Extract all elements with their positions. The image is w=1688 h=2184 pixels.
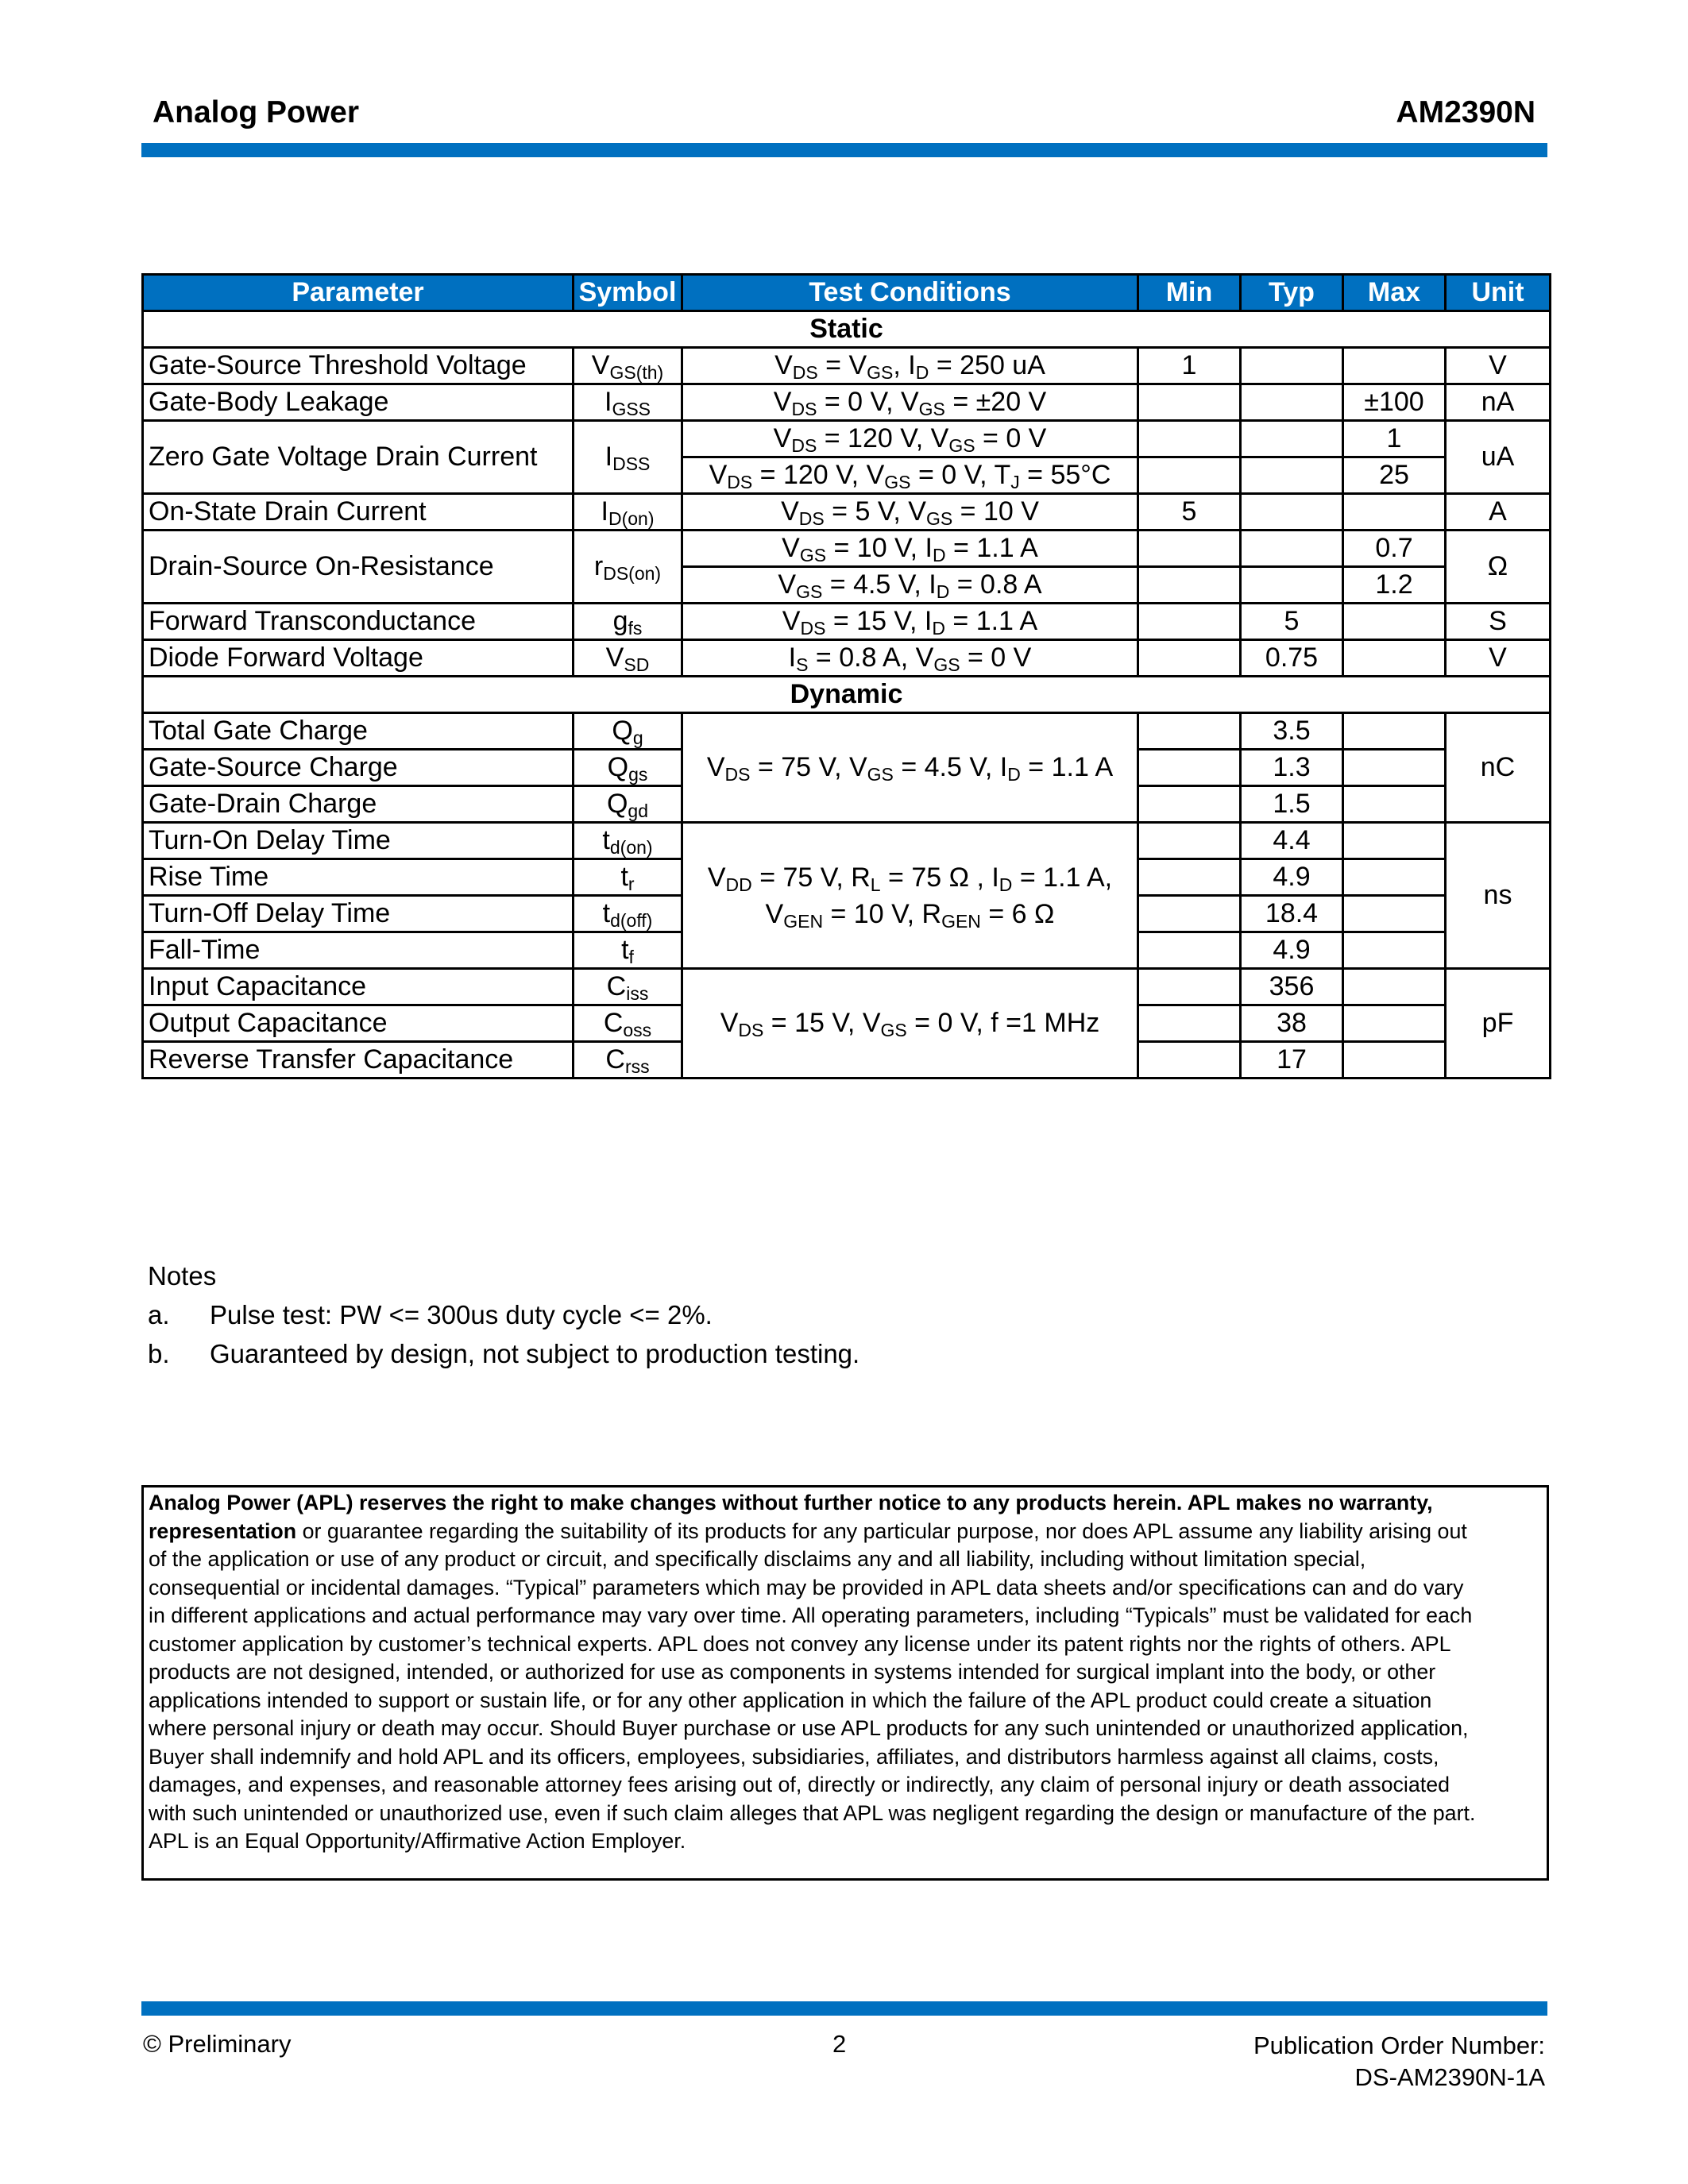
publication-order [1253, 2030, 1545, 2093]
param-cell: Reverse Transfer Capacitance [143, 1042, 574, 1078]
note-b [148, 1334, 859, 1373]
symbol-subscript: gs [628, 764, 648, 785]
symbol-subscript: oss [623, 1020, 652, 1040]
symbol-cell: $I_{DSS}$ [574, 421, 682, 494]
symbol-cell: $C_{rss}$ [574, 1042, 682, 1078]
unit-cell: V [1446, 348, 1551, 384]
symbol-cell: $g_{fs}$ [574, 604, 682, 640]
condition-subscript: GS [933, 654, 960, 675]
param-cell: Turn-On Delay Time [143, 823, 574, 859]
min-cell [1138, 640, 1241, 677]
section-dynamic: Dynamic [143, 677, 1551, 713]
disclaimer-line: with such unintended or unauthorized use, even if such claim alleges that APL was negligent regarding the design or manufacture of the part. [149, 1800, 1476, 1825]
param-cell: Zero Gate Voltage Drain Current [143, 421, 574, 494]
page-number: 2 [832, 2030, 847, 2058]
table-row [143, 531, 1551, 567]
condition-subscript: DD [725, 874, 752, 895]
table-row [143, 604, 1551, 640]
param-cell: Total Gate Charge [143, 713, 574, 750]
typ-cell [1241, 567, 1343, 604]
min-cell [1138, 567, 1241, 604]
condition-cell: $V_{DS} = 15$ V, $V_{GS} = 0$ V, f =1 MHz [682, 969, 1138, 1078]
condition-subscript: DS [791, 399, 817, 419]
max-cell [1343, 786, 1446, 823]
param-cell: Gate-Drain Charge [143, 786, 574, 823]
unit-cell: S [1446, 604, 1551, 640]
min-cell [1138, 1005, 1241, 1042]
publication-order-number: DS-AM2390N-1A [1354, 2063, 1545, 2091]
symbol-cell: $t_{d(on)}$ [574, 823, 682, 859]
disclaimer-line: APL is an Equal Opportunity/Affirmative Action Employer. [149, 1829, 686, 1853]
typ-cell: 4.9 [1241, 859, 1343, 896]
table-row [143, 348, 1551, 384]
disclaimer-line: applications intended to support or sustain life, or for any other application in which the failure of the APL product could create a situation [149, 1688, 1432, 1712]
table-row [143, 384, 1551, 421]
max-cell [1343, 932, 1446, 969]
symbol-cell: $t_r$ [574, 859, 682, 896]
max-cell: 25 [1343, 457, 1446, 494]
company-name: Analog Power [153, 95, 360, 129]
symbol-subscript: fs [628, 618, 643, 639]
table-header-row [143, 275, 1551, 311]
max-cell: ±100 [1343, 384, 1446, 421]
min-cell [1138, 421, 1241, 457]
typ-cell: 38 [1241, 1005, 1343, 1042]
min-cell [1138, 531, 1241, 567]
col-header-symbol: Symbol [574, 275, 682, 311]
min-cell [1138, 896, 1241, 932]
symbol-cell: $V_{SD}$ [574, 640, 682, 677]
min-cell: 1 [1138, 348, 1241, 384]
condition-cell: $V_{DS} = 5$ V, $V_{GS} = 10$ V [682, 494, 1138, 531]
condition-subscript: GS [880, 1020, 907, 1040]
condition-subscript: GS [867, 764, 894, 785]
symbol-subscript: SD [624, 654, 650, 675]
condition-subscript: DS [798, 508, 825, 529]
publication-order-label: Publication Order Number: [1253, 2032, 1545, 2059]
unit-cell: nC [1446, 713, 1551, 823]
condition-subscript: DS [738, 1020, 764, 1040]
min-cell [1138, 457, 1241, 494]
min-cell [1138, 384, 1241, 421]
min-cell: 5 [1138, 494, 1241, 531]
condition-subscript: DS [800, 618, 826, 639]
symbol-subscript: d(off) [610, 910, 653, 931]
table-row [143, 494, 1551, 531]
typ-cell [1241, 421, 1343, 457]
typ-cell: 17 [1241, 1042, 1343, 1078]
param-cell: Output Capacitance [143, 1005, 574, 1042]
condition-subscript: GS [948, 435, 975, 456]
max-cell [1343, 750, 1446, 786]
unit-cell: pF [1446, 969, 1551, 1078]
note-label: b. [148, 1339, 170, 1368]
condition-cell: $V_{DS} = 75$ V, $V_{GS} = 4.5$ V, $I_D = 1.1$ A [682, 713, 1138, 823]
max-cell [1343, 969, 1446, 1005]
note-text: Guaranteed by design, not subject to production testing. [210, 1339, 860, 1368]
param-cell: Input Capacitance [143, 969, 574, 1005]
condition-cell: $V_{DS} = V_{GS}$, $I_D = 250$ uA [682, 348, 1138, 384]
max-cell [1343, 1042, 1446, 1078]
col-header-unit: Unit [1446, 275, 1551, 311]
min-cell [1138, 1042, 1241, 1078]
disclaimer-line: customer application by customer’s technical experts. APL does not convey any license under its patent rights nor the rights of others. APL [149, 1631, 1451, 1656]
condition-subscript: J [1010, 472, 1020, 492]
condition-subscript: GS [867, 362, 894, 383]
table-row [143, 640, 1551, 677]
max-cell: 0.7 [1343, 531, 1446, 567]
param-cell: Turn-Off Delay Time [143, 896, 574, 932]
condition-subscript: DS [792, 362, 818, 383]
min-cell [1138, 823, 1241, 859]
typ-cell [1241, 457, 1343, 494]
part-number: AM2390N [1396, 95, 1535, 129]
symbol-subscript: GS(th) [609, 362, 664, 383]
max-cell [1343, 823, 1446, 859]
condition-subscript: GEN [783, 910, 824, 932]
condition-cell: $I_S = 0.8$ A, $V_{GS} = 0$ V [682, 640, 1138, 677]
symbol-subscript: f [628, 947, 634, 967]
min-cell [1138, 786, 1241, 823]
spec-table [141, 273, 1551, 1079]
condition-subscript: L [870, 874, 881, 895]
symbol-subscript: gd [628, 801, 649, 821]
condition-cell: $V_{DS} = 120$ V, $V_{GS} = 0$ V, $T_J = 55^\circ C$ [682, 457, 1138, 494]
disclaimer-bold: representation [149, 1518, 297, 1543]
condition-subscript: GS [918, 399, 945, 419]
min-cell [1138, 604, 1241, 640]
max-cell [1343, 640, 1446, 677]
symbol-subscript: D(on) [608, 508, 655, 529]
max-cell [1343, 494, 1446, 531]
condition-subscript: GS [925, 508, 953, 529]
col-header-test-conditions: Test Conditions [682, 275, 1138, 311]
condition-cell: $V_{GS} = 10$ V, $I_D = 1.1$ A [682, 531, 1138, 567]
disclaimer-text: or guarantee regarding the suitability of its products for any particular purpose, nor does APL assume any liability arising out [296, 1518, 1467, 1543]
symbol-cell: $I_{GSS}$ [574, 384, 682, 421]
footer-rule [141, 2001, 1547, 2016]
condition-subscript: D [1007, 764, 1021, 785]
condition-subscript: GS [884, 472, 911, 492]
condition-subscript: DS [727, 472, 753, 492]
symbol-cell: $C_{iss}$ [574, 969, 682, 1005]
symbol-cell: $V_{GS(th)}$ [574, 348, 682, 384]
disclaimer-box [141, 1485, 1549, 1881]
condition-line: $V_{DD} = 75$ V, $R_L = 75$ Ω , $I_D = 1.1$ A, [707, 862, 1113, 895]
unit-cell: uA [1446, 421, 1551, 494]
unit-cell: ns [1446, 823, 1551, 969]
symbol-subscript: d(on) [609, 837, 653, 858]
symbol-subscript: g [632, 727, 643, 748]
table-row [143, 969, 1551, 1005]
min-cell [1138, 932, 1241, 969]
col-header-parameter: Parameter [143, 275, 574, 311]
param-cell: Drain-Source On-Resistance [143, 531, 574, 604]
typ-cell: 3.5 [1241, 713, 1343, 750]
symbol-subscript: DSS [612, 453, 651, 474]
param-cell: Diode Forward Voltage [143, 640, 574, 677]
unit-cell: Ω [1446, 531, 1551, 604]
max-cell: 1 [1343, 421, 1446, 457]
disclaimer-line: damages, and expenses, and reasonable attorney fees arising out of, directly or indirectly, any claim of personal injury or death associated [149, 1773, 1450, 1796]
footer-status: © Preliminary [143, 2030, 292, 2058]
symbol-cell: $I_{D(on)}$ [574, 494, 682, 531]
disclaimer-line: where personal injury or death may occur. Should Buyer purchase or use APL products for any such unintended or unauthorized application, [149, 1716, 1469, 1740]
note-label: a. [148, 1300, 170, 1329]
unit-cell: A [1446, 494, 1551, 531]
typ-cell [1241, 531, 1343, 567]
symbol-cell: $r_{DS(on)}$ [574, 531, 682, 604]
param-cell: Rise Time [143, 859, 574, 896]
param-cell: Fall-Time [143, 932, 574, 969]
disclaimer-bold: Analog Power (APL) reserves the right to make changes without further notice to any products herein. APL makes no warranty, [149, 1491, 1433, 1515]
typ-cell: 0.75 [1241, 640, 1343, 677]
min-cell [1138, 859, 1241, 896]
condition-subscript: D [932, 545, 946, 565]
param-cell: On-State Drain Current [143, 494, 574, 531]
col-header-typ: Typ [1241, 275, 1343, 311]
symbol-subscript: DS(on) [603, 563, 662, 584]
disclaimer-line: consequential or incidental damages. “Typical” parameters which may be provided in APL data sheets and/or specifications can and do vary [149, 1575, 1464, 1599]
typ-cell: 1.3 [1241, 750, 1343, 786]
condition-subscript: D [915, 362, 929, 383]
condition-subscript: GS [796, 581, 823, 602]
table-row [143, 713, 1551, 750]
disclaimer-line: products are not designed, intended, or authorized for use as components in systems intended for surgical implant into the body, or other [149, 1660, 1436, 1684]
unit-cell: nA [1446, 384, 1551, 421]
symbol-cell: $t_f$ [574, 932, 682, 969]
max-cell [1343, 713, 1446, 750]
condition-cell: $V_{DS} = 120$ V, $V_{GS} = 0$ V [682, 421, 1138, 457]
max-cell [1343, 1005, 1446, 1042]
typ-cell [1241, 494, 1343, 531]
symbol-subscript: GSS [612, 399, 651, 419]
symbol-cell: $Q_{gs}$ [574, 750, 682, 786]
min-cell [1138, 969, 1241, 1005]
condition-line: $V_{GEN} = 10$ V, $R_{GEN} = 6$ Ω [765, 898, 1055, 932]
symbol-cell: $Q_{gd}$ [574, 786, 682, 823]
symbol-cell: $t_{d(off)}$ [574, 896, 682, 932]
symbol-subscript: r [628, 874, 635, 894]
note-a [148, 1295, 859, 1334]
unit-cell: V [1446, 640, 1551, 677]
min-cell [1138, 750, 1241, 786]
typ-cell [1241, 384, 1343, 421]
param-cell: Gate-Source Charge [143, 750, 574, 786]
condition-subscript: S [796, 654, 809, 675]
col-header-min: Min [1138, 275, 1241, 311]
max-cell: 1.2 [1343, 567, 1446, 604]
max-cell [1343, 348, 1446, 384]
typ-cell: 1.5 [1241, 786, 1343, 823]
typ-cell: 356 [1241, 969, 1343, 1005]
min-cell [1138, 713, 1241, 750]
condition-cell [682, 823, 1138, 969]
typ-cell: 18.4 [1241, 896, 1343, 932]
param-cell: Gate-Source Threshold Voltage [143, 348, 574, 384]
condition-cell: $V_{GS} = 4.5$ V, $I_D = 0.8$ A [682, 567, 1138, 604]
table-row [143, 421, 1551, 457]
condition-subscript: GEN [941, 910, 981, 932]
max-cell [1343, 896, 1446, 932]
disclaimer-line: of the application or use of any product or circuit, and specifically disclaims any and all liability, including without limitation special, [149, 1547, 1366, 1571]
max-cell [1343, 604, 1446, 640]
header-rule [141, 143, 1547, 157]
section-static: Static [143, 311, 1551, 348]
disclaimer-line: Buyer shall indemnify and hold APL and its officers, employees, subsidiaries, affiliates, and distributors harmless against all claims, costs, [149, 1744, 1439, 1769]
col-header-max: Max [1343, 275, 1446, 311]
notes-title: Notes [148, 1261, 217, 1291]
typ-cell: 4.9 [1241, 932, 1343, 969]
condition-cell: $V_{DS} = 15$ V, $I_D = 1.1$ A [682, 604, 1138, 640]
max-cell [1343, 859, 1446, 896]
condition-subscript: D [936, 581, 950, 602]
condition-subscript: D [999, 874, 1013, 895]
condition-subscript: D [932, 618, 945, 639]
condition-subscript: DS [724, 764, 751, 785]
symbol-cell: $C_{oss}$ [574, 1005, 682, 1042]
param-cell: Forward Transconductance [143, 604, 574, 640]
notes [148, 1256, 859, 1373]
typ-cell [1241, 348, 1343, 384]
condition-subscript: GS [799, 545, 827, 565]
symbol-subscript: rss [624, 1056, 650, 1077]
condition-cell: $V_{DS} = 0$ V, $V_{GS} = \pm 20$ V [682, 384, 1138, 421]
condition-subscript: DS [791, 435, 817, 456]
typ-cell: 4.4 [1241, 823, 1343, 859]
note-text: Pulse test: PW <= 300us duty cycle <= 2%. [210, 1300, 713, 1329]
param-cell: Gate-Body Leakage [143, 384, 574, 421]
symbol-subscript: iss [626, 983, 649, 1004]
table-row [143, 823, 1551, 859]
disclaimer-line: in different applications and actual performance may vary over time. All operating parameters, including “Typicals” must be validated for each [149, 1603, 1473, 1627]
typ-cell: 5 [1241, 604, 1343, 640]
symbol-cell: $Q_g$ [574, 713, 682, 750]
